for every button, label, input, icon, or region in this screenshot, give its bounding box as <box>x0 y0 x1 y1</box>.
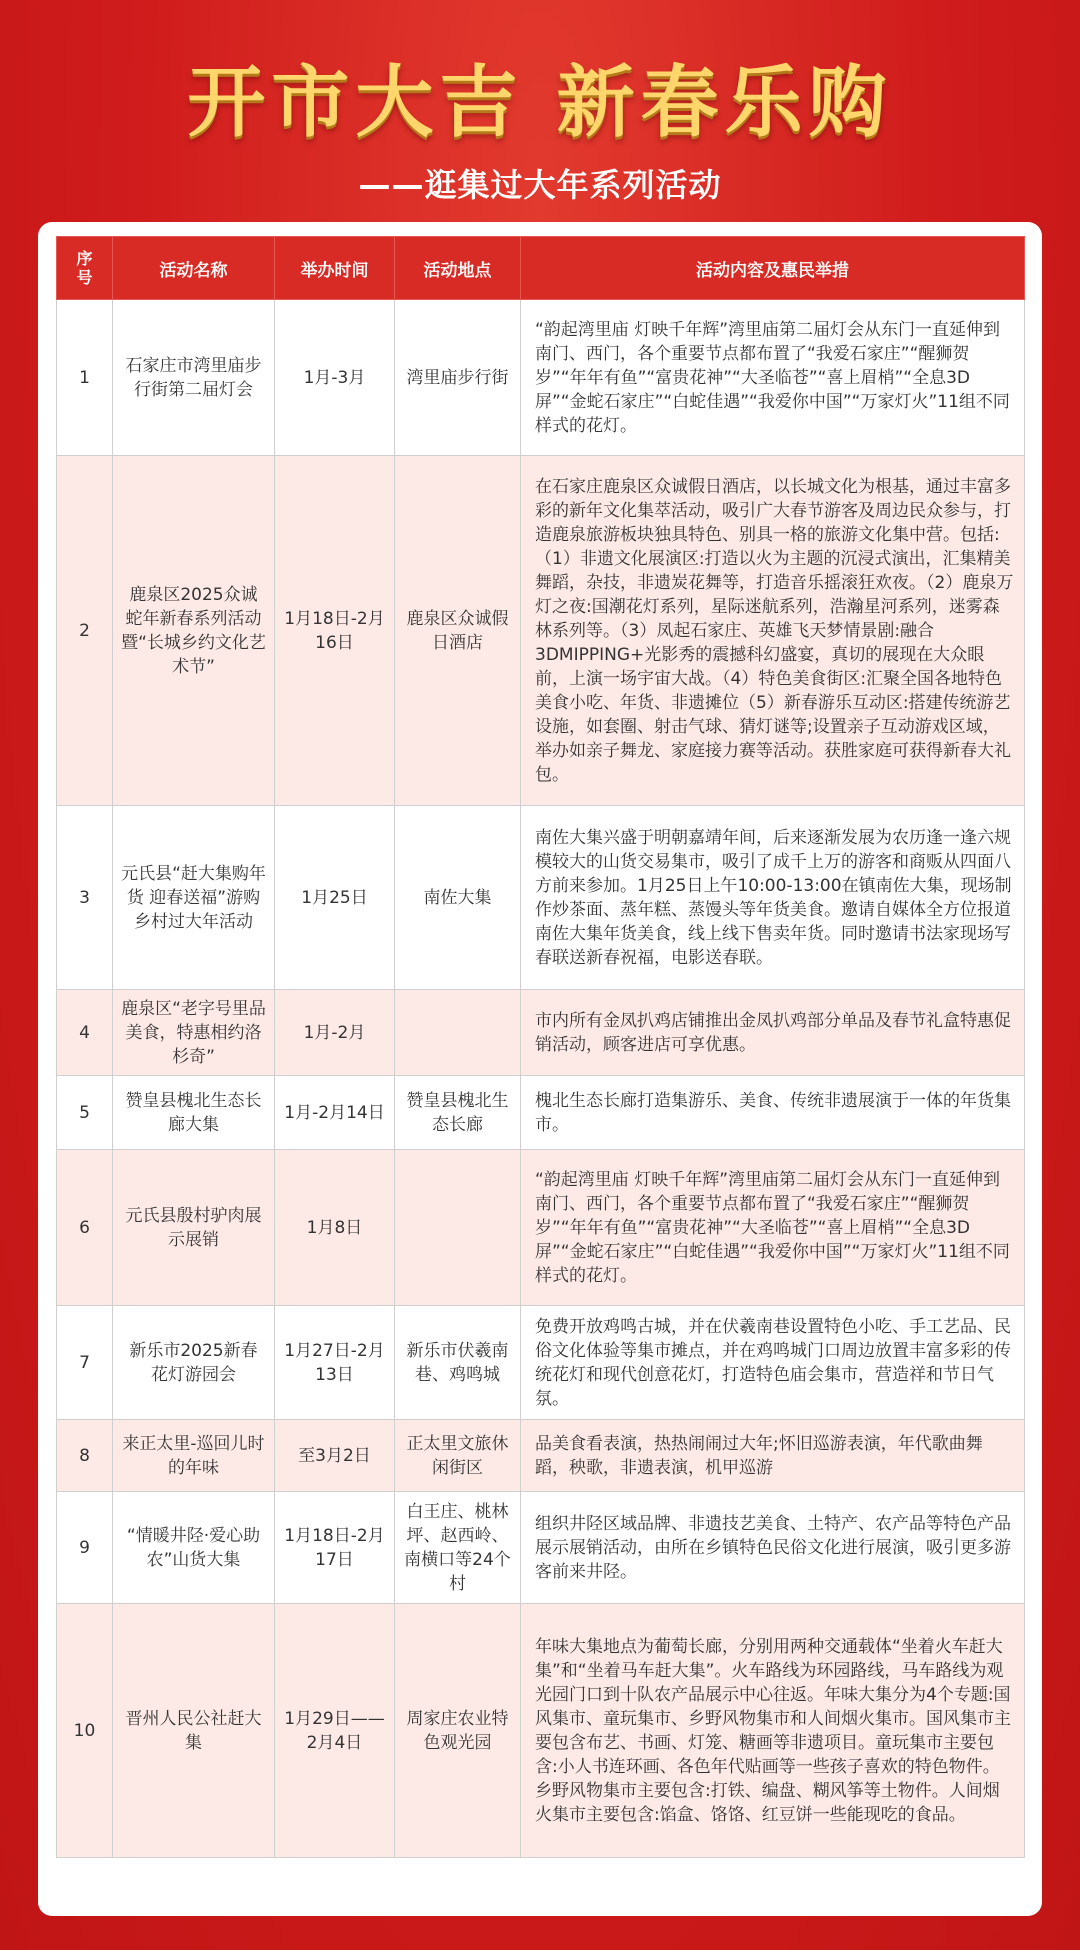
row-time: 1月-2月14日 <box>275 1076 395 1150</box>
row-content: 在石家庄鹿泉区众诚假日酒店，以长城文化为根基，通过丰富多彩的新年文化集萃活动，吸引广大春节游客及周边民众参与，打造鹿泉旅游板块独具特色、别具一格的旅游文化集中营。包括:（1）非遗文化展演区:打造以火为主题的沉浸式演出，汇集精美舞蹈，杂技，非遗炭花舞等，打造音乐摇滚狂欢夜。（2）鹿泉万灯之夜:国潮花灯系列，星际迷航系列，浩瀚星河系列，迷雾森林系列等。（3）凤起石家庄、英雄飞天梦情景剧:融合3DMIPPING+光影秀的震撼科幻盛宴，真切的展现在大众眼前，上演一场宇宙大战。（4）特色美食街区:汇聚全国各地特色美食小吃、年货、非遗摊位（5）新春游乐互动区:搭建传统游艺设施，如套圈、射击气球、猜灯谜等;设置亲子互动游戏区域，举办如亲子舞龙、家庭接力赛等活动。获胜家庭可获得新春大礼包。 <box>521 456 1025 806</box>
row-name: 元氏县“赶大集购年货 迎春送福”游购乡村过大年活动 <box>113 806 275 990</box>
row-no: 3 <box>57 806 113 990</box>
row-time: 1月18日-2月17日 <box>275 1492 395 1604</box>
row-time: 1月18日-2月16日 <box>275 456 395 806</box>
row-place: 赞皇县槐北生态长廊 <box>395 1076 521 1150</box>
row-name: 赞皇县槐北生态长廊大集 <box>113 1076 275 1150</box>
row-time: 1月25日 <box>275 806 395 990</box>
row-name: “情暖井陉·爱心助农”山货大集 <box>113 1492 275 1604</box>
row-content: “韵起湾里庙 灯映千年辉”湾里庙第二届灯会从东门一直延伸到南门、西门，各个重要节点都布置了“我爱石家庄”“醒狮贺岁”“年年有鱼”“富贵花神”“大圣临苍”“喜上眉梢”“全息3D屏”“金蛇石家庄”“白蛇佳遇”“我爱你中国”“万家灯火”11组不同样式的花灯。 <box>521 1150 1025 1306</box>
header-time: 举办时间 <box>275 237 395 300</box>
table-row <box>57 1604 1025 1858</box>
table-row <box>57 456 1025 806</box>
row-name: 来正太里-巡回儿时的年味 <box>113 1420 275 1492</box>
row-place: 周家庄农业特色观光园 <box>395 1604 521 1858</box>
row-content: “韵起湾里庙 灯映千年辉”湾里庙第二届灯会从东门一直延伸到南门、西门，各个重要节点都布置了“我爱石家庄”“醒狮贺岁”“年年有鱼”“富贵花神”“大圣临苍”“喜上眉梢”“全息3D屏”“金蛇石家庄”“白蛇佳遇”“我爱你中国”“万家灯火”11组不同样式的花灯。 <box>521 300 1025 456</box>
page-header <box>0 0 1080 220</box>
row-content: 南佐大集兴盛于明朝嘉靖年间，后来逐渐发展为农历逢一逢六规模较大的山货交易集市，吸引了成千上万的游客和商贩从四面八方前来参加。1月25日上午10:00-13:00在镇南佐大集，现场制作炒茶面、蒸年糕、蒸馒头等年货美食。邀请自媒体全方位报道南佐大集年货美食，线上线下售卖年货。同时邀请书法家现场写春联送新春祝福，电影送春联。 <box>521 806 1025 990</box>
row-time: 1月-3月 <box>275 300 395 456</box>
row-no: 9 <box>57 1492 113 1604</box>
row-content: 市内所有金凤扒鸡店铺推出金凤扒鸡部分单品及春节礼盒特惠促销活动，顾客进店可享优惠。 <box>521 990 1025 1076</box>
row-name: 元氏县殷村驴肉展示展销 <box>113 1150 275 1306</box>
table-row <box>57 806 1025 990</box>
row-time: 1月29日——2月4日 <box>275 1604 395 1858</box>
row-name: 鹿泉区2025众诚蛇年新春系列活动暨“长城乡约文化艺术节” <box>113 456 275 806</box>
row-name: 晋州人民公社赶大集 <box>113 1604 275 1858</box>
row-time: 1月8日 <box>275 1150 395 1306</box>
row-place: 正太里文旅休闲街区 <box>395 1420 521 1492</box>
table-row <box>57 1150 1025 1306</box>
row-time: 1月-2月 <box>275 990 395 1076</box>
row-place <box>395 1150 521 1306</box>
table-header-row <box>57 237 1025 300</box>
row-time: 1月27日-2月13日 <box>275 1306 395 1420</box>
header-name: 活动名称 <box>113 237 275 300</box>
row-content: 品美食看表演，热热闹闹过大年;怀旧巡游表演，年代歌曲舞蹈，秧歌，非遗表演，机甲巡游 <box>521 1420 1025 1492</box>
row-place: 湾里庙步行街 <box>395 300 521 456</box>
row-name: 石家庄市湾里庙步行街第二届灯会 <box>113 300 275 456</box>
row-place: 白王庄、桃林坪、赵西岭、南横口等24个村 <box>395 1492 521 1604</box>
row-content: 免费开放鸡鸣古城，并在伏羲南巷设置特色小吃、手工艺品、民俗文化体验等集市摊点，并在鸡鸣城门口周边放置丰富多彩的传统花灯和现代创意花灯，打造特色庙会集市，营造祥和节日气氛。 <box>521 1306 1025 1420</box>
row-content: 槐北生态长廊打造集游乐、美食、传统非遗展演于一体的年货集市。 <box>521 1076 1025 1150</box>
row-place: 新乐市伏羲南巷、鸡鸣城 <box>395 1306 521 1420</box>
row-place: 鹿泉区众诚假日酒店 <box>395 456 521 806</box>
row-no: 2 <box>57 456 113 806</box>
row-content: 组织井陉区域品牌、非遗技艺美食、土特产、农产品等特色产品展示展销活动，由所在乡镇特色民俗文化进行展演，吸引更多游客前来井陉。 <box>521 1492 1025 1604</box>
row-no: 5 <box>57 1076 113 1150</box>
row-no: 6 <box>57 1150 113 1306</box>
row-place <box>395 990 521 1076</box>
header-no: 序号 <box>57 237 113 300</box>
activity-table <box>56 236 1025 1858</box>
header-content: 活动内容及惠民举措 <box>521 237 1025 300</box>
page-subtitle: ——逛集过大年系列活动 <box>358 166 722 204</box>
page-title: 开市大吉 新春乐购 <box>187 57 893 148</box>
activity-table-card <box>38 222 1042 1916</box>
table-row <box>57 1420 1025 1492</box>
row-content: 年味大集地点为葡萄长廊，分别用两种交通载体“坐着火车赶大集”和“坐着马车赶大集”。火车路线为环园路线，马车路线为观光园门口到十队农产品展示中心往返。年味大集分为4个专题:国风集市、童玩集市、乡野风物集市和人间烟火集市。国风集市主要包含布艺、书画、灯笼、糖画等非遗项目。童玩集市主要包含:小人书连环画、各色年代贴画等一些孩子喜欢的特色物件。乡野风物集市主要包含:打铁、编盘、糊风筝等土物件。人间烟火集市主要包含:馅盒、饹饹、红豆饼一些能现吃的食品。 <box>521 1604 1025 1858</box>
row-no: 7 <box>57 1306 113 1420</box>
header-place: 活动地点 <box>395 237 521 300</box>
table-row <box>57 1492 1025 1604</box>
row-place: 南佐大集 <box>395 806 521 990</box>
row-no: 1 <box>57 300 113 456</box>
table-row <box>57 1076 1025 1150</box>
row-no: 8 <box>57 1420 113 1492</box>
row-no: 10 <box>57 1604 113 1858</box>
table-row <box>57 1306 1025 1420</box>
table-row <box>57 990 1025 1076</box>
table-row <box>57 300 1025 456</box>
row-no: 4 <box>57 990 113 1076</box>
row-name: 鹿泉区“老字号里品美食，特惠相约洛杉奇” <box>113 990 275 1076</box>
row-name: 新乐市2025新春花灯游园会 <box>113 1306 275 1420</box>
row-time: 至3月2日 <box>275 1420 395 1492</box>
